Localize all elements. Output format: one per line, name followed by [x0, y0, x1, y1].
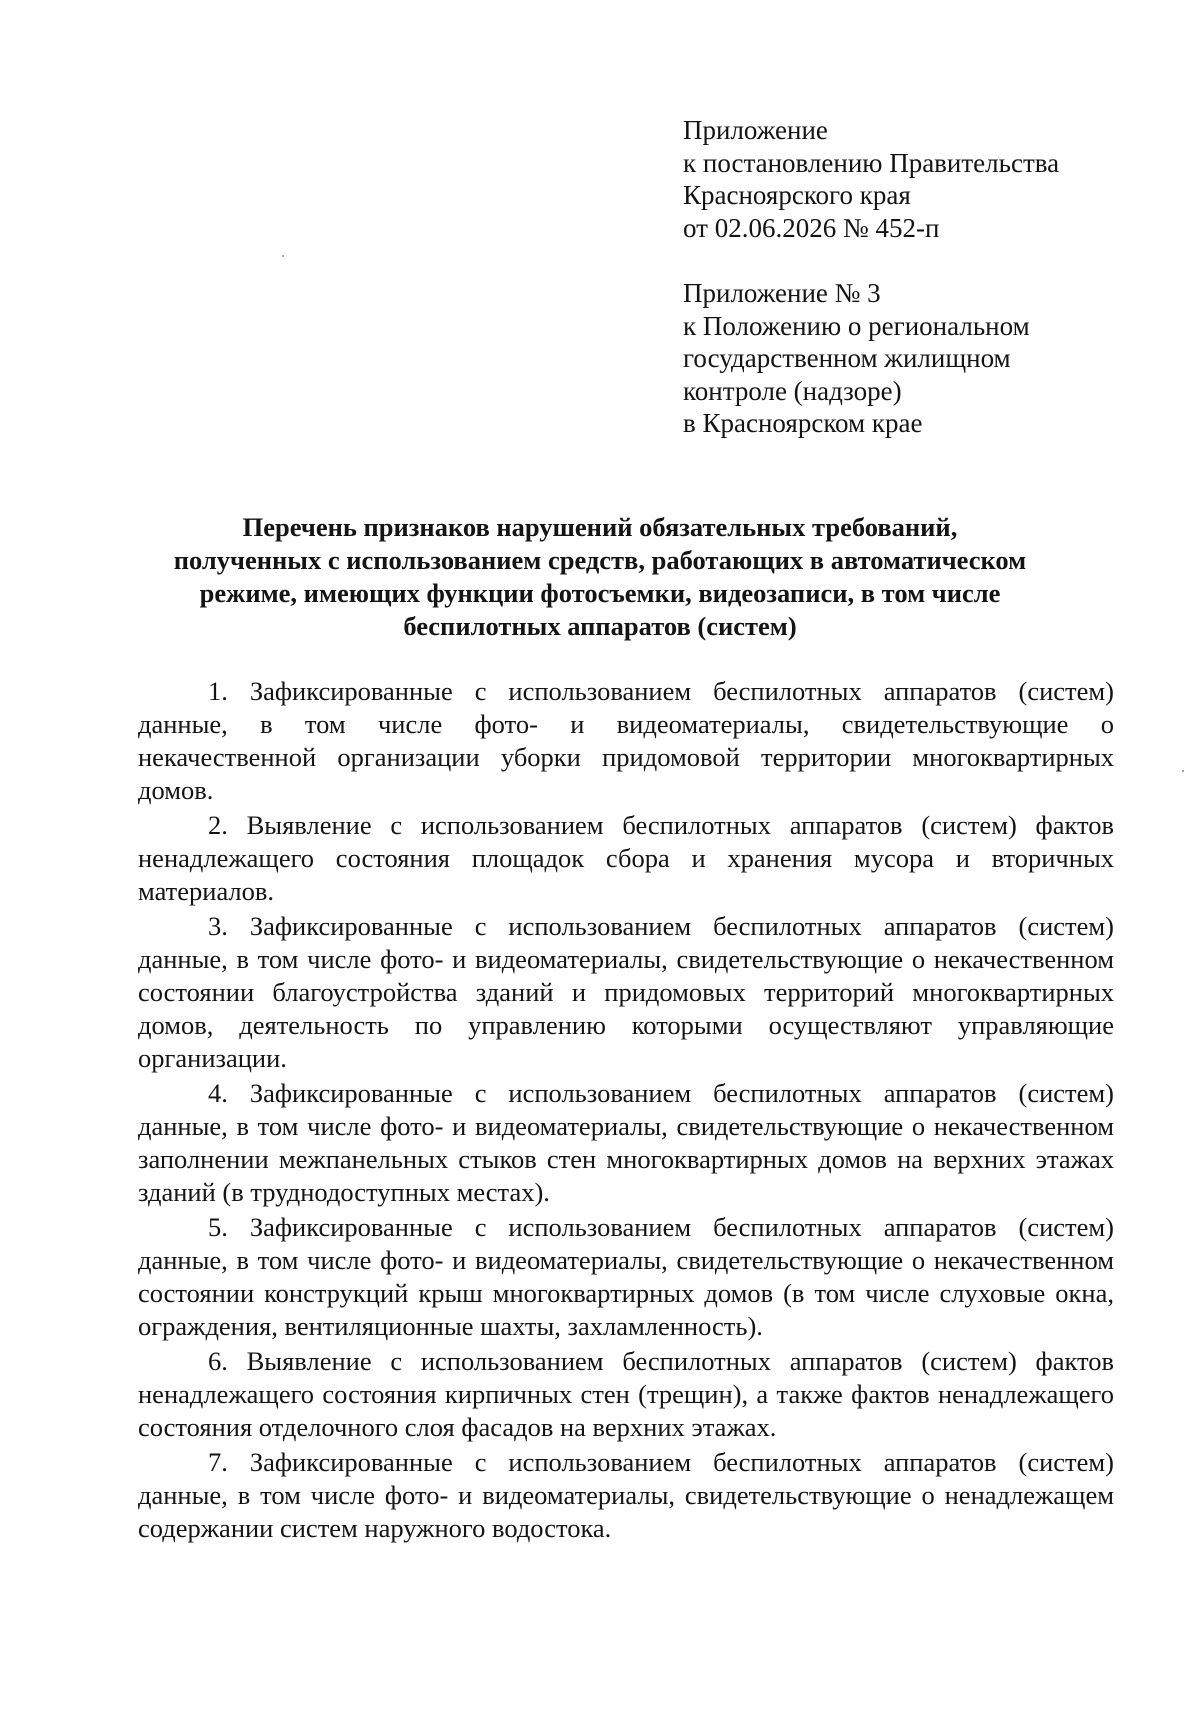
appendix-resolution-line: Красноярского края	[683, 180, 911, 210]
appendix-resolution-header	[683, 114, 1163, 244]
document-title	[130, 511, 1070, 643]
scan-speck	[1182, 770, 1184, 772]
appendix-regulation-line: контроле (надзоре)	[683, 375, 902, 406]
list-item: 1. Зафиксированные с использованием беспилотных аппаратов (систем) данные, в том числе фото- и видеоматериалы, свидетельствующие о некачественной организации уборки придомовой территории многоквартирных домов.	[138, 676, 1114, 805]
list-item: 5. Зафиксированные с использованием беспилотных аппаратов (систем) данные, в том числе фото- и видеоматериалы, свидетельствующие о некачественном состоянии конструкций крыш многоквартирных домов (в том числе слуховые окна, ограждения, вентиляционные шахты, захламленность).	[138, 1212, 1114, 1341]
appendix-regulation-line: к Положению о региональном	[683, 310, 1030, 341]
appendix-resolution-date: от 02.06.2026 № 452-п	[683, 212, 940, 243]
appendix-regulation-header	[683, 277, 1163, 440]
list-item: 4. Зафиксированные с использованием беспилотных аппаратов (систем) данные, в том числе фото- и видеоматериалы, свидетельствующие о некачественном заполнении межпанельных стыков стен многоквартирных домов на верхних этажах зданий (в труднодоступных местах).	[138, 1078, 1114, 1207]
appendix-resolution-line: Приложение	[683, 115, 828, 145]
appendix-resolution-line: к постановлению Правительства	[683, 147, 1060, 178]
document-title-line: полученных с использованием средств, работающих в автоматическом	[173, 545, 1027, 575]
appendix-regulation-line: государственном жилищном	[683, 343, 1011, 373]
document-title-line: беспилотных аппаратов (систем)	[403, 611, 797, 641]
list-item: 6. Выявление с использованием беспилотных аппаратов (систем) фактов ненадлежащего состояния кирпичных стен (трещин), а также фактов ненадлежащего состояния отделочного слоя фасадов на верхних этажах.	[138, 1346, 1114, 1442]
list-item: 3. Зафиксированные с использованием беспилотных аппаратов (систем) данные, в том числе фото- и видеоматериалы, свидетельствующие о некачественном состоянии благоустройства зданий и придомовых территорий многоквартирных домов, деятельность по управлению которыми осуществляют управляющие организации.	[138, 911, 1114, 1073]
list-item: 7. Зафиксированные с использованием беспилотных аппаратов (систем) данные, в том числе фото- и видеоматериалы, свидетельствующие о ненадлежащем содержании систем наружного водостока.	[138, 1447, 1114, 1543]
list-item: 2. Выявление с использованием беспилотных аппаратов (систем) фактов ненадлежащего состояния площадок сбора и хранения мусора и вторичных материалов.	[138, 810, 1114, 906]
violations-list	[138, 675, 1114, 1547]
appendix-regulation-line: в Красноярском крае	[683, 408, 923, 438]
document-title-line: Перечень признаков нарушений обязательных требований,	[242, 512, 958, 542]
document-title-line: режиме, имеющих функции фотосъемки, видеозаписи, в том числе	[199, 578, 1001, 608]
scan-speck	[282, 255, 284, 257]
appendix-regulation-line: Приложение № 3	[683, 278, 881, 308]
